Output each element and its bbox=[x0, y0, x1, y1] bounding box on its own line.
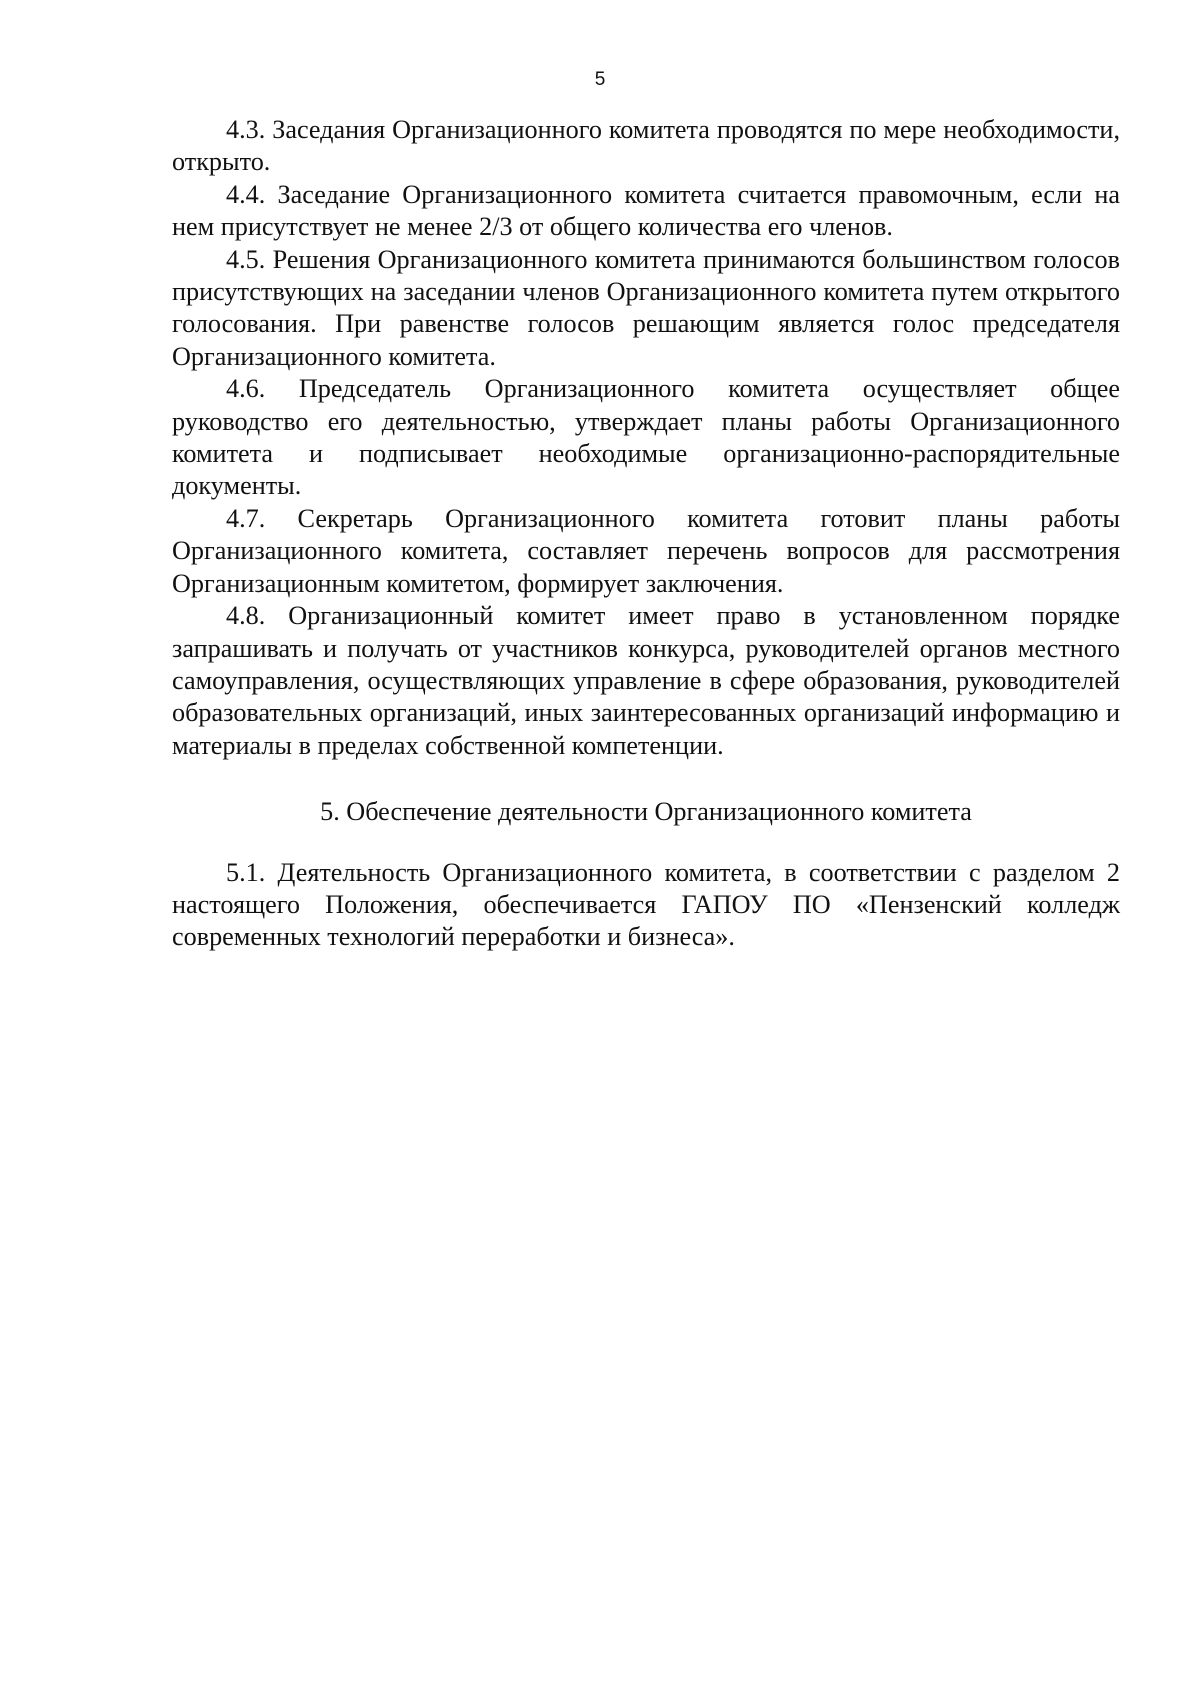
paragraph-4-6: 4.6. Председатель Организационного комитета осуществляет общее руководство его деятельностью, утверждает планы работы Организационного комитета и подписывает необходимые организационно-распорядительные документы. bbox=[172, 374, 1120, 501]
paragraph-4-3: 4.3. Заседания Организационного комитета проводятся по мере необходимости, открыто. bbox=[172, 115, 1120, 177]
paragraph-4-5: 4.5. Решения Организационного комитета принимаются большинством голосов присутствующих на заседании членов Организационного комитета путем открытого голосования. При равенстве голосов решающим является голос председателя Организационного комитета. bbox=[172, 244, 1120, 371]
page-number: 5 bbox=[594, 69, 606, 90]
paragraph-5-1: 5.1. Деятельность Организационного комитета, в соответствии с разделом 2 настоящего Положения, обеспечивается ГАПОУ ПО «Пензенский колледж современных технологий переработки и бизнеса». bbox=[172, 857, 1120, 952]
paragraph-4-7: 4.7. Секретарь Организационного комитета готовит планы работы Организационного комитета, составляет перечень вопросов для рассмотрения Организационным комитетом, формирует заключения. bbox=[172, 503, 1120, 598]
paragraph-4-4: 4.4. Заседание Организационного комитета считается правомочным, если на нем присутствует не менее 2/3 от общего количества его членов. bbox=[172, 179, 1120, 242]
section-5-heading: 5. Обеспечение деятельности Организационного комитета bbox=[320, 797, 972, 827]
paragraph-4-8: 4.8. Организационный комитет имеет право в установленном порядке запрашивать и получать от участников конкурса, руководителей органов местного самоуправления, осуществляющих управление в сфере образования, руководителей образовательных организаций, иных заинтересованных организаций информацию и материалы в пределах собственной компетенции. bbox=[172, 601, 1120, 760]
document-body bbox=[172, 114, 1120, 954]
